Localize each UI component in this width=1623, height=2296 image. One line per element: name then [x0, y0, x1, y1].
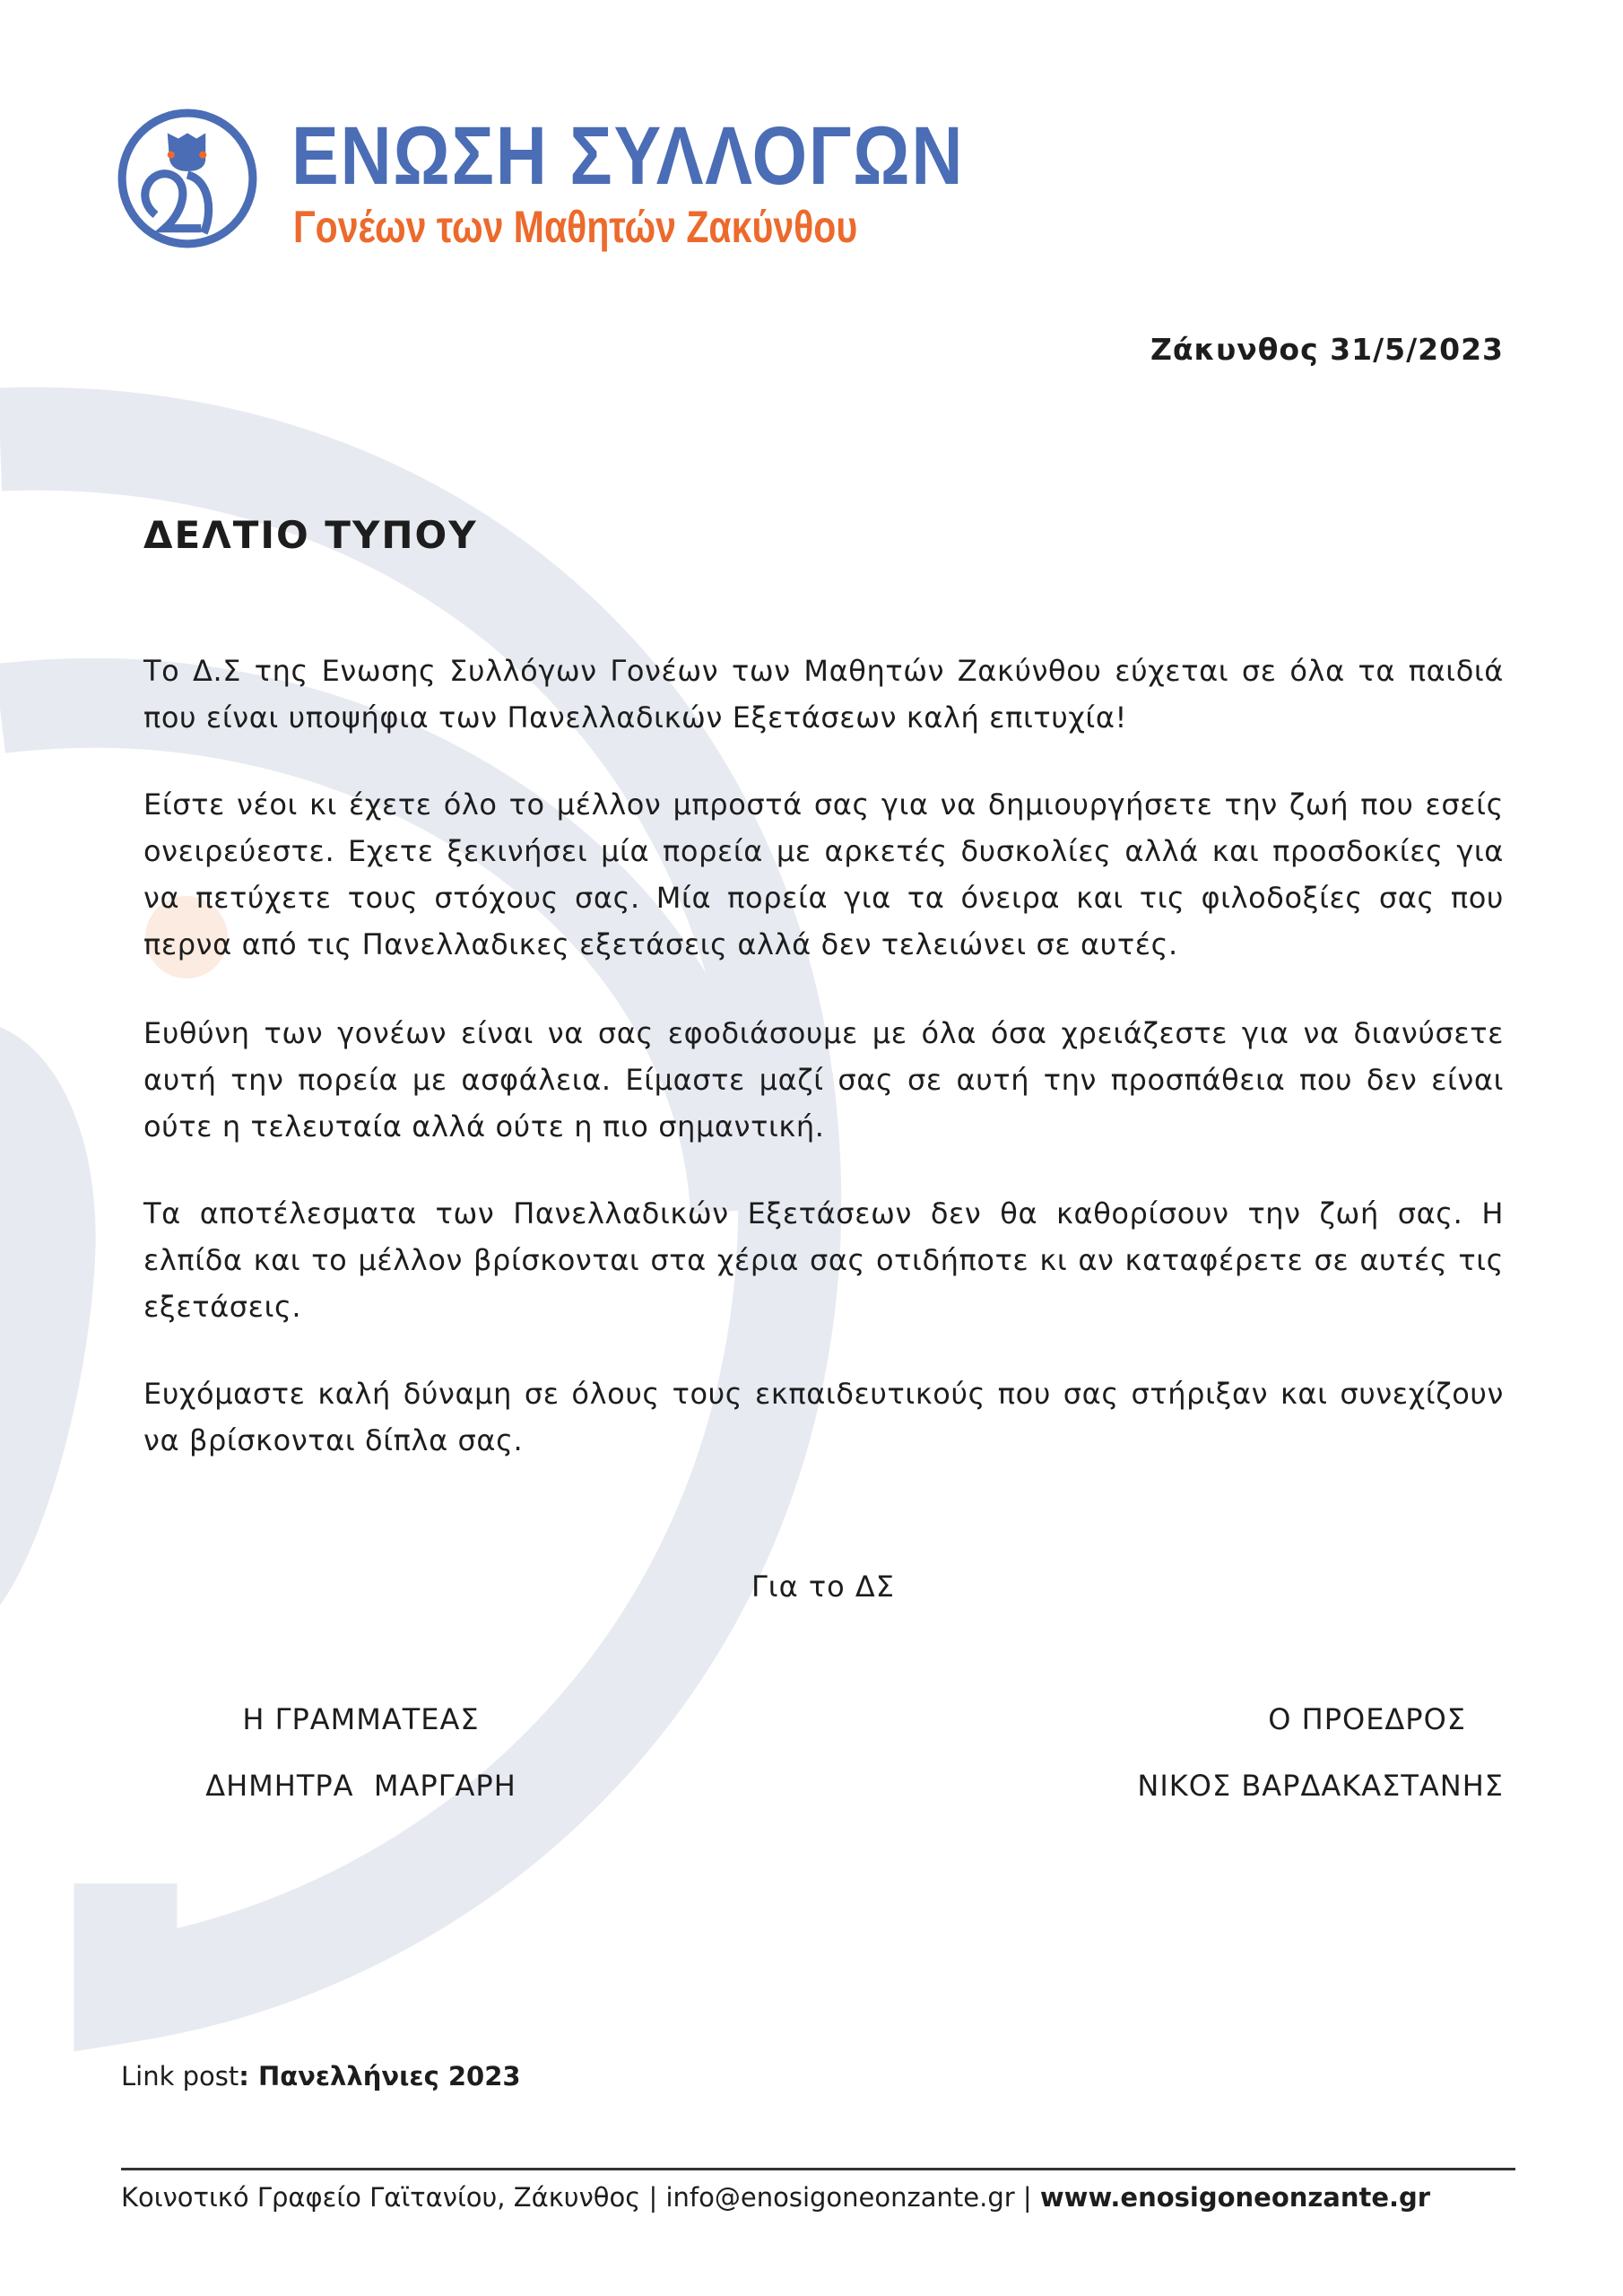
paragraph: Ευχόμαστε καλή δύναμη σε όλους τους εκπαιδευτικούς που σας στήριξαν και συνεχίζουν να βρίσκονται δίπλα σας. [143, 1377, 1504, 1457]
signoff: Για το ΔΣ [751, 1570, 896, 1604]
footer-divider [121, 2168, 1515, 2170]
paragraph: Είστε νέοι κι έχετε όλο το μέλλον μπροστά σας για να δημιουργήσετε την ζωή που εσείς ονειρεύεστε. Εχετε ξεκινήσει μία πορεία με αρκετές δυσκολίες αλλά και προσδοκίες για να πετύχετε τους στόχους σας. Μία πορεία για τα όνειρα και τις φιλοδοξίες σας που περνα από τις Πανελλαδικες εξετάσεις αλλά δεν τελειώνει σε αυτές. [143, 787, 1504, 961]
logo-subtitle: Γονέων των Μαθητών Ζακύνθου [293, 202, 858, 252]
document-body [143, 648, 1504, 1504]
president-role: Ο ΠΡΟΕΔΡΟΣ [1268, 1702, 1466, 1736]
document-heading: ΔΕΛΤΙΟ ΤΥΠΟΥ [143, 513, 478, 557]
secretary-name: ΔΗΜΗΤΡΑ ΜΑΡΓΑΡΗ [205, 1769, 516, 1803]
president-name: ΝΙΚΟΣ ΒΑΡΔΑΚΑΣΤΑΝΗΣ [1137, 1769, 1504, 1803]
paragraph: Τα αποτέλεσματα των Πανελλαδικών Εξετάσεων δεν θα καθορίσουν την ζωή σας. Η ελπίδα και το μέλλον βρίσκονται στα χέρια σας οτιδήποτε κι αν καταφέρετε σε αυτές τις εξετάσεις. [143, 1196, 1504, 1324]
link-post [121, 2061, 521, 2092]
paragraph: Ευθύνη των γονέων είναι να σας εφοδιάσουμε με όλα όσα χρειάζεστε για να διανύσετε αυτή την πορεία με ασφάλεια. Είμαστε μαζί σας σε αυτή την προσπάθεια που δεν είναι ούτε η τελευταία αλλά ούτε η πιο σημαντική. [143, 1016, 1504, 1144]
document-date: Ζάκυνθος 31/5/2023 [1150, 332, 1504, 367]
paragraph: Το Δ.Σ της Ενωσης Συλλόγων Γονέων των Μαθητών Ζακύνθου εύχεται σε όλα τα παιδιά που είναι υποψήφια των Πανελλαδικών Εξετάσεων καλή επιτυχία! [143, 654, 1504, 735]
logo-title: ΕΝΩΣΗ ΣΥΛΛΟΓΩΝ [291, 110, 965, 202]
footer-address: Κοινοτικό Γραφείο Γαϊτανίου, Ζάκυνθος | info@enosigoneonzante.gr | [121, 2182, 1040, 2213]
link-post-value[interactable]: : Πανελλήνιες 2023 [239, 2061, 521, 2092]
secretary-role: Η ΓΡΑΜΜΑΤΕΑΣ [242, 1702, 480, 1736]
owl-icon [115, 106, 260, 251]
footer [121, 2182, 1430, 2213]
link-post-label: Link post [121, 2061, 239, 2092]
footer-website[interactable]: www.enosigoneonzante.gr [1039, 2182, 1431, 2213]
